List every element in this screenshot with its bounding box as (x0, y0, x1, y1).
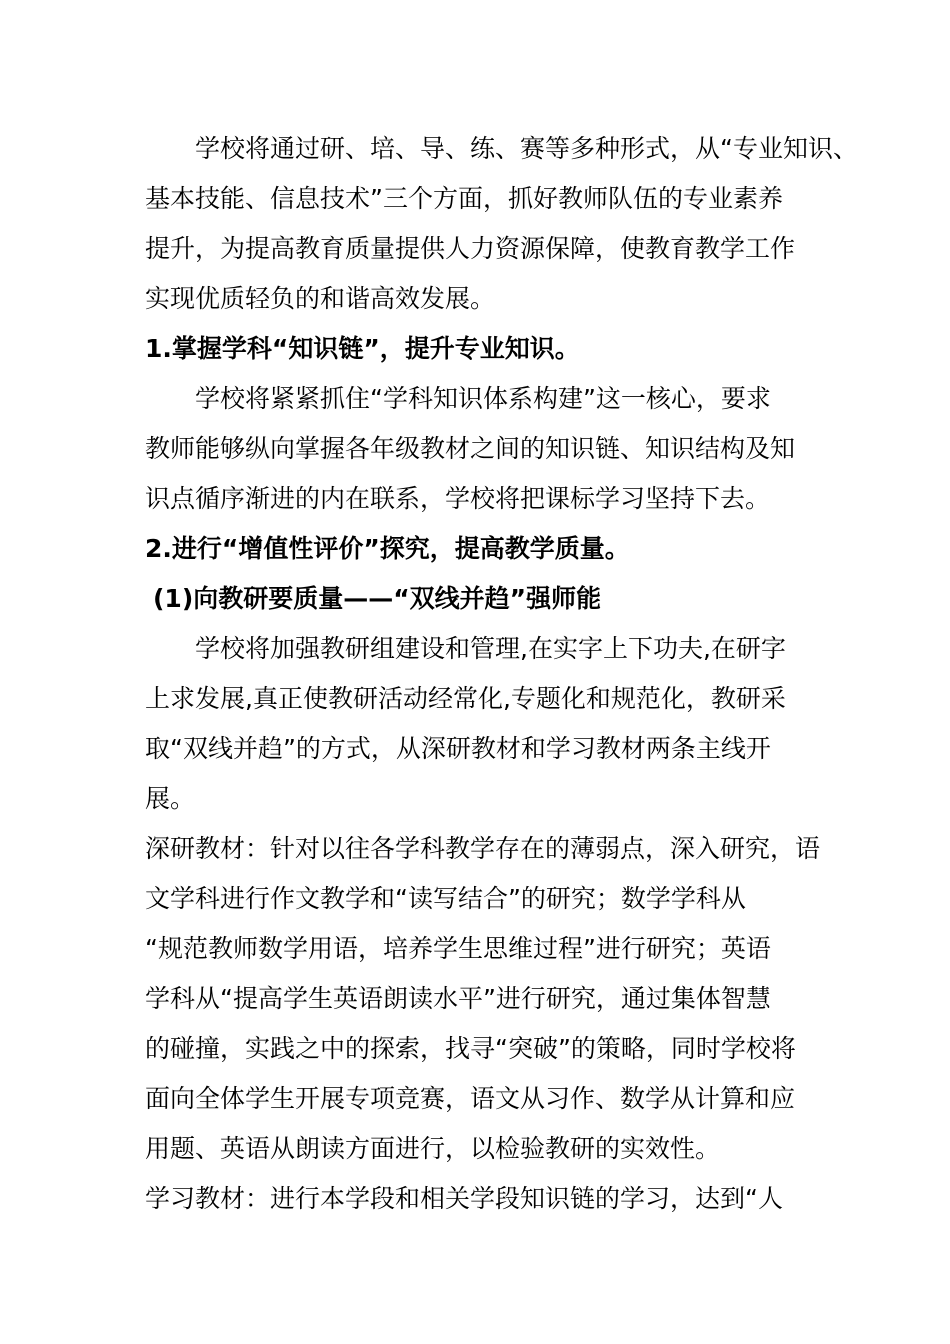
paragraph-knowledge-line-3: 识点循序渐进的内在联系，学校将把课标学习坚持下去。 (145, 484, 771, 513)
paragraph-research-line-3: 取“双线并趋”的方式，从深研教材和学习教材两条主线开 (145, 734, 771, 763)
section-heading-2: 2.进行“增值性评价”探究，提高教学质量。 (145, 534, 630, 563)
paragraph-intro-line-3: 提升，为提高教育质量提供人力资源保障，使教育教学工作 (145, 234, 796, 263)
paragraph-research-line-4: 展。 (145, 784, 196, 813)
paragraph-deep-study-line-4: 学科从“提高学生英语朗读水平”进行研究，通过集体智慧 (145, 984, 771, 1013)
paragraph-deep-study-line-5: 的碰撞，实践之中的探索，找寻“突破”的策略，同时学校将 (145, 1034, 796, 1063)
paragraph-deep-study-line-7: 用题、英语从朗读方面进行，以检验教研的实效性。 (145, 1134, 721, 1163)
document-body (145, 124, 858, 1224)
paragraph-learning-line-1: 学习教材：进行本学段和相关学段知识链的学习，达到“人 (145, 1184, 783, 1213)
paragraph-knowledge-line-2: 教师能够纵向掌握各年级教材之间的知识链、知识结构及知 (145, 434, 796, 463)
paragraph-deep-study-line-6: 面向全体学生开展专项竞赛，语文从习作、数学从计算和应 (145, 1084, 796, 1113)
paragraph-deep-study-line-2: 文学科进行作文教学和“读写结合”的研究；数学学科从 (145, 884, 746, 913)
paragraph-research-line-1: 学校将加强教研组建设和管理,在实字上下功夫,在研字 (195, 634, 786, 663)
paragraph-research-line-2: 上求发展,真正使教研活动经常化,专题化和规范化，教研采 (145, 684, 786, 713)
paragraph-intro-line-1: 学校将通过研、培、导、练、赛等多种形式，从“专业知识、 (195, 134, 858, 163)
subsection-heading-1: (1)向教研要质量——“双线并趋”强师能 (153, 584, 602, 613)
paragraph-intro-line-4: 实现优质轻负的和谐高效发展。 (145, 284, 496, 313)
paragraph-deep-study-line-1: 深研教材：针对以往各学科教学存在的薄弱点，深入研究，语 (145, 834, 821, 863)
section-heading-1: 1.掌握学科“知识链”，提升专业知识。 (145, 334, 580, 363)
paragraph-deep-study-line-3: “规范教师数学用语，培养学生思维过程”进行研究；英语 (145, 934, 771, 963)
paragraph-intro-line-2: 基本技能、信息技术”三个方面，抓好教师队伍的专业素养 (145, 184, 783, 213)
paragraph-knowledge-line-1: 学校将紧紧抓住“学科知识体系构建”这一核心，要求 (195, 384, 771, 413)
